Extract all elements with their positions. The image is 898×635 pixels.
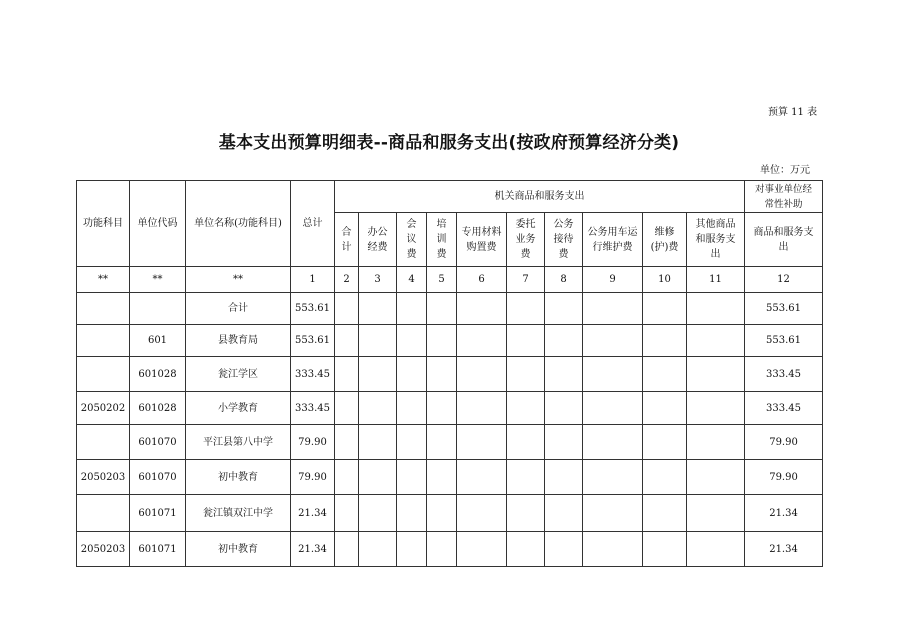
table-row [77, 532, 823, 567]
header-group-subsidy: 对事业单位经常性补助 [745, 181, 823, 213]
total-cell: 333.45 [291, 392, 335, 425]
header-unit-name: 单位名称(功能科目) [186, 181, 291, 267]
func-subject-cell [77, 293, 130, 325]
func-subject-cell: 2050202 [77, 392, 130, 425]
subsidy-cell: 21.34 [745, 495, 823, 532]
header-col-1: 合计 [335, 213, 359, 267]
index-cell: 3 [359, 267, 397, 293]
index-cell: 4 [397, 267, 427, 293]
subsidy-cell: 333.45 [745, 357, 823, 392]
unit-code-cell: 601071 [130, 532, 186, 567]
table-row [77, 357, 823, 392]
unit-code-cell: 601070 [130, 460, 186, 495]
func-subject-cell [77, 425, 130, 460]
total-cell: 79.90 [291, 460, 335, 495]
index-cell: 8 [545, 267, 583, 293]
index-cell: 9 [583, 267, 643, 293]
total-cell: 21.34 [291, 532, 335, 567]
func-subject-cell [77, 325, 130, 357]
index-cell: 5 [427, 267, 457, 293]
unit-name-cell: 县教育局 [186, 325, 291, 357]
func-subject-cell [77, 357, 130, 392]
index-cell: ** [186, 267, 291, 293]
index-cell: ** [77, 267, 130, 293]
unit-name-cell: 瓮江学区 [186, 357, 291, 392]
index-cell: 11 [687, 267, 745, 293]
total-cell: 79.90 [291, 425, 335, 460]
table-row [77, 425, 823, 460]
unit-name-cell: 合计 [186, 293, 291, 325]
index-cell: ** [130, 267, 186, 293]
unit-code-cell: 601070 [130, 425, 186, 460]
table-row [77, 325, 823, 357]
header-col-6: 委托业务费 [507, 213, 545, 267]
header-col-4: 培训费 [427, 213, 457, 267]
unit-code-cell: 601028 [130, 357, 186, 392]
subsidy-cell: 79.90 [745, 425, 823, 460]
index-row [77, 267, 823, 293]
table-row [77, 495, 823, 532]
unit-name-cell: 初中教育 [186, 460, 291, 495]
header-col-8: 公务用车运行维护费 [583, 213, 643, 267]
subsidy-cell: 553.61 [745, 325, 823, 357]
header-func-subject: 功能科目 [77, 181, 130, 267]
subsidy-cell: 21.34 [745, 532, 823, 567]
unit-name-cell: 初中教育 [186, 532, 291, 567]
header-unit-code: 单位代码 [130, 181, 186, 267]
table-id-label: 预算 11 表 [768, 107, 818, 118]
header-col-5: 专用材料购置费 [457, 213, 507, 267]
index-cell: 10 [643, 267, 687, 293]
total-cell: 553.61 [291, 293, 335, 325]
index-cell: 2 [335, 267, 359, 293]
unit-name-cell: 小学教育 [186, 392, 291, 425]
table-row [77, 460, 823, 495]
func-subject-cell [77, 495, 130, 532]
table-row [77, 293, 823, 325]
header-col-10: 其他商品和服务支出 [687, 213, 745, 267]
header-col-11: 商品和服务支出 [745, 213, 823, 267]
header-col-7: 公务接待费 [545, 213, 583, 267]
header-total: 总计 [291, 181, 335, 267]
unit-code-cell [130, 293, 186, 325]
header-group-org: 机关商品和服务支出 [335, 181, 745, 213]
func-subject-cell: 2050203 [77, 532, 130, 567]
index-cell: 12 [745, 267, 823, 293]
unit-code-cell: 601071 [130, 495, 186, 532]
table-row [77, 392, 823, 425]
total-cell: 333.45 [291, 357, 335, 392]
index-cell: 1 [291, 267, 335, 293]
document-title: 基本支出预算明细表--商品和服务支出(按政府预算经济分类) [218, 133, 680, 153]
unit-name-cell: 平江县第八中学 [186, 425, 291, 460]
subsidy-cell: 79.90 [745, 460, 823, 495]
budget-table [76, 180, 823, 567]
header-row-1 [77, 181, 823, 213]
index-cell: 7 [507, 267, 545, 293]
unit-label: 单位：万元 [760, 165, 810, 176]
header-col-3: 会议费 [397, 213, 427, 267]
subsidy-cell: 333.45 [745, 392, 823, 425]
index-cell: 6 [457, 267, 507, 293]
header-col-2: 办公经费 [359, 213, 397, 267]
subsidy-cell: 553.61 [745, 293, 823, 325]
unit-code-cell: 601 [130, 325, 186, 357]
total-cell: 553.61 [291, 325, 335, 357]
func-subject-cell: 2050203 [77, 460, 130, 495]
unit-code-cell: 601028 [130, 392, 186, 425]
header-col-9: 维修(护)费 [643, 213, 687, 267]
total-cell: 21.34 [291, 495, 335, 532]
unit-name-cell: 瓮江镇双江中学 [186, 495, 291, 532]
